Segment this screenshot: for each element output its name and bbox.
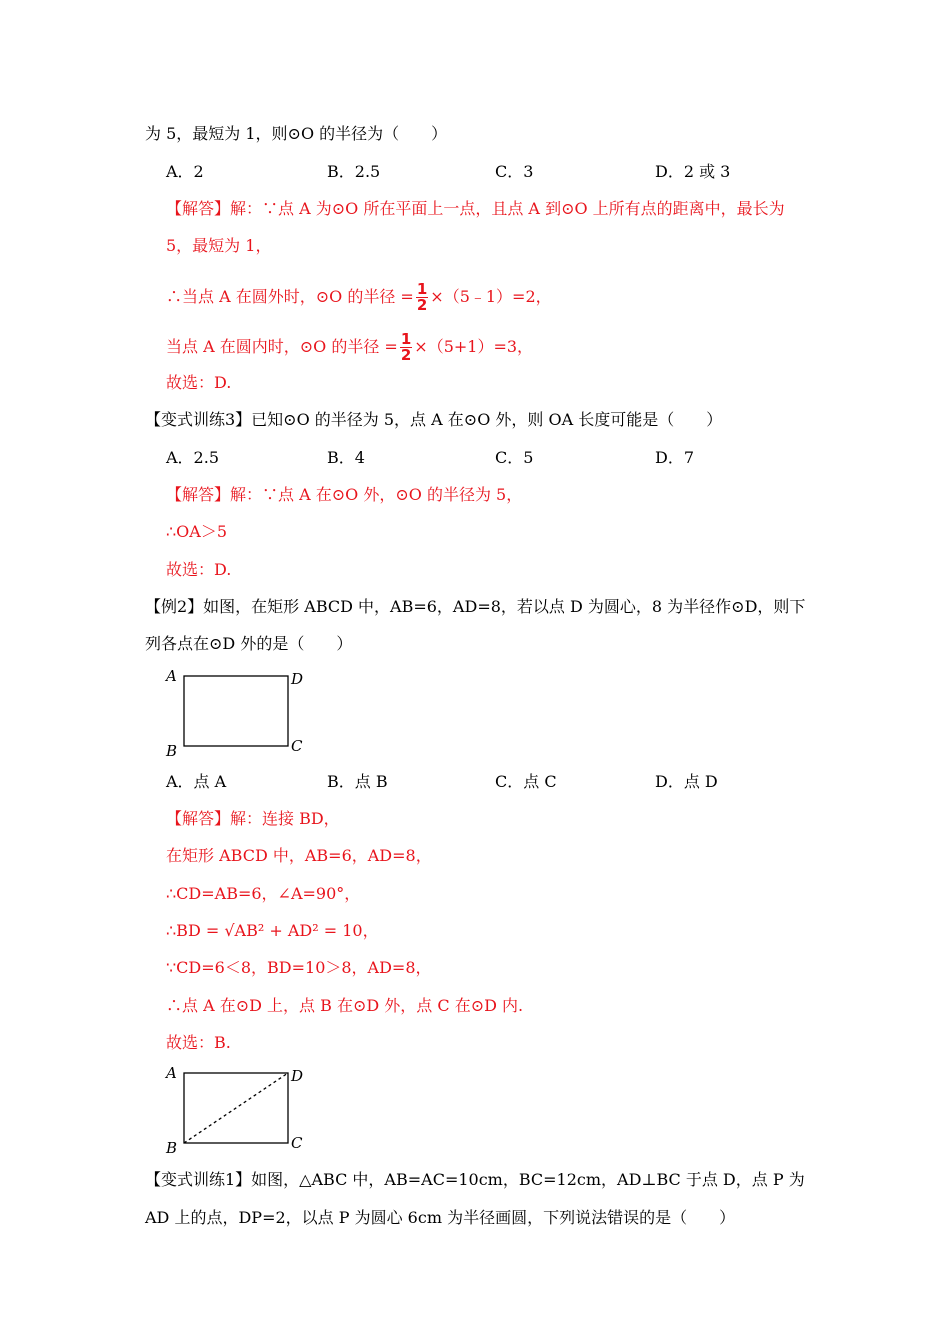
label-c: C xyxy=(291,737,303,755)
label-c: C xyxy=(291,1134,303,1152)
q1-solution-line1: 【解答】解：∵点 A 为⊙O 所在平面上一点，且点 A 到⊙O 上所有点的距离中，最长为 xyxy=(166,199,785,218)
q3-solution-line4: ∴BD = √AB² + AD² = 10， xyxy=(166,921,379,940)
rectangle-figure-svg xyxy=(160,664,320,764)
q1-option-b: B．2.5 xyxy=(327,162,381,181)
label-b: B xyxy=(166,742,178,760)
label-d: D xyxy=(291,1067,304,1085)
q1-solution-line2: 5，最短为 1， xyxy=(166,236,272,255)
q2-solution-line2: ∴OA＞5 xyxy=(166,522,228,541)
q3-solution-line5: ∵CD=6＜8，BD=10＞8，AD=8， xyxy=(166,958,432,977)
label-a: A xyxy=(166,1064,177,1082)
q2-option-b: B．4 xyxy=(327,448,365,467)
label-d: D xyxy=(291,670,304,688)
q1-answer: 故选：D. xyxy=(166,373,232,392)
q3-solution-line3: ∴CD=AB=6，∠A=90°， xyxy=(166,884,361,903)
fraction-numerator: 1 xyxy=(416,280,428,298)
label-a: A xyxy=(166,667,177,685)
q3-answer: 故选：B. xyxy=(166,1033,231,1052)
rectangle-diagonal-figure-svg xyxy=(160,1061,320,1161)
fraction-half xyxy=(416,282,428,313)
q3-solution-line6: ∴点 A 在⊙D 上，点 B 在⊙D 外，点 C 在⊙D 内. xyxy=(166,996,524,1015)
q3-option-d: D．点 D xyxy=(655,772,718,791)
fraction-denominator: 2 xyxy=(400,346,412,364)
q1-solution-line3 xyxy=(166,282,552,313)
q3-solution-line2: 在矩形 ABCD 中，AB=6，AD=8， xyxy=(166,846,432,865)
q1-sol4-pre: 当点 A 在圆内时，⊙O 的半径 = xyxy=(166,337,398,356)
q1-stem-tail: 为 5，最短为 1，则⊙O 的半径为（ ） xyxy=(145,124,448,143)
q1-option-a: A．2 xyxy=(166,162,204,181)
fraction-numerator: 1 xyxy=(400,330,412,348)
q2-stem: 【变式训练3】已知⊙O 的半径为 5，点 A 在⊙O 外，则 OA 长度可能是（ ） xyxy=(145,410,723,429)
q1-option-c: C．3 xyxy=(495,162,534,181)
q3-option-c: C．点 C xyxy=(495,772,557,791)
fraction-half xyxy=(400,332,412,363)
rectangle-figure xyxy=(160,664,320,768)
diagonal-bd xyxy=(184,1073,288,1143)
q1-option-d: D．2 或 3 xyxy=(655,162,731,181)
q2-option-a: A．2.5 xyxy=(166,448,220,467)
q2-option-c: C．5 xyxy=(495,448,534,467)
q3-stem-line1: 【例2】如图，在矩形 ABCD 中，AB=6，AD=8，若以点 D 为圆心，8 为半径作⊙D，则下 xyxy=(145,597,806,616)
q3-option-b: B．点 B xyxy=(327,772,388,791)
q4-stem-line2: AD 上的点，DP=2，以点 P 为圆心 6cm 为半径画圆，下列说法错误的是（ ） xyxy=(145,1208,736,1227)
q1-sol4-post: ×（5+1）=3， xyxy=(414,337,534,356)
rectangle-abcd xyxy=(184,676,288,746)
q2-solution-line1: 【解答】解：∵点 A 在⊙O 外，⊙O 的半径为 5， xyxy=(166,485,523,504)
q2-answer: 故选：D. xyxy=(166,560,232,579)
fraction-denominator: 2 xyxy=(416,296,428,314)
q3-solution-line1: 【解答】解：连接 BD， xyxy=(166,809,340,828)
q3-option-a: A．点 A xyxy=(166,772,227,791)
q1-sol3-pre: ∴当点 A 在圆外时，⊙O 的半径 = xyxy=(166,287,414,306)
label-b: B xyxy=(166,1139,178,1157)
q1-sol3-post: ×（5﹣1）=2， xyxy=(430,287,552,306)
q1-solution-line4 xyxy=(166,332,533,363)
q4-stem-line1: 【变式训练1】如图，△ABC 中，AB=AC=10cm，BC=12cm，AD⊥BC 于点 D，点 P 为 xyxy=(145,1170,805,1189)
rectangle-diagonal-figure xyxy=(160,1061,320,1165)
q3-stem-line2: 列各点在⊙D 外的是（ ） xyxy=(145,634,353,653)
q2-option-d: D．7 xyxy=(655,448,695,467)
